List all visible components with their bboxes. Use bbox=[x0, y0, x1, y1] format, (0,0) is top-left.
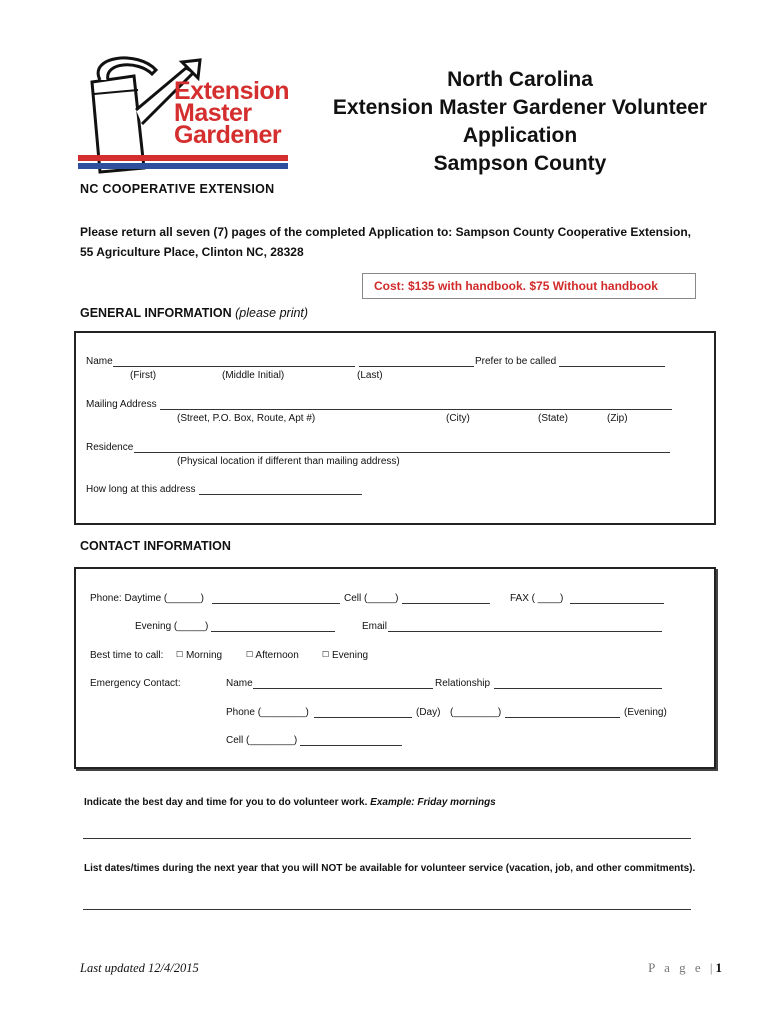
street-caption: (Street, P.O. Box, Route, Apt #) bbox=[177, 413, 316, 424]
page-number-value: 1 bbox=[715, 960, 722, 975]
page-number bbox=[648, 960, 722, 976]
morning-option[interactable] bbox=[176, 650, 222, 661]
relationship-label: Relationship bbox=[435, 678, 491, 689]
intro-line-2: 55 Agriculture Place, Clinton NC, 28328 bbox=[80, 245, 304, 259]
intro-line-1: Please return all seven (7) pages of the completed Application to: Sampson County Cooperative Extension, bbox=[80, 225, 692, 239]
title-line-4: Sampson County bbox=[433, 152, 607, 175]
how-long-line[interactable] bbox=[199, 494, 362, 495]
best-day-example: Example: Friday mornings bbox=[370, 797, 496, 808]
residence-label: Residence bbox=[86, 442, 134, 453]
ec-cell-line[interactable] bbox=[300, 745, 402, 746]
best-day-answer-line[interactable] bbox=[83, 838, 691, 839]
checkbox-icon[interactable]: ☐ bbox=[246, 650, 254, 659]
first-middle-name-line[interactable] bbox=[113, 366, 355, 367]
best-day-prompt-text: Indicate the best day and time for you to do volunteer work. bbox=[84, 797, 368, 808]
phone-daytime-label: Phone: Daytime (______) bbox=[90, 593, 204, 604]
ec-cell-label: Cell (________) bbox=[226, 735, 298, 746]
page-separator: | bbox=[709, 960, 716, 975]
logo-line-2: Master bbox=[174, 99, 252, 127]
cell-line[interactable] bbox=[402, 603, 490, 604]
best-day-prompt bbox=[84, 797, 496, 808]
zip-caption: (Zip) bbox=[607, 413, 628, 424]
general-information-box bbox=[74, 331, 716, 525]
evening-option-label: Evening bbox=[331, 650, 369, 661]
emergency-contact-label: Emergency Contact: bbox=[90, 678, 181, 689]
afternoon-option[interactable] bbox=[246, 650, 299, 661]
logo-footer-text: NC COOPERATIVE EXTENSION bbox=[80, 182, 275, 196]
mailing-address-line[interactable] bbox=[160, 409, 672, 410]
unavailable-answer-line[interactable] bbox=[83, 909, 691, 910]
last-updated: Last updated 12/4/2015 bbox=[80, 961, 199, 975]
evening-option[interactable] bbox=[322, 650, 368, 661]
ec-evening-phone-line[interactable] bbox=[505, 717, 620, 718]
title-line-3: Application bbox=[462, 124, 578, 147]
fax-line[interactable] bbox=[570, 603, 664, 604]
evening-phone-line[interactable] bbox=[211, 631, 335, 632]
ec-name-label: Name bbox=[226, 678, 253, 689]
logo-line-1: Extension bbox=[174, 77, 289, 105]
prefer-label: Prefer to be called bbox=[475, 356, 557, 367]
first-caption: (First) bbox=[130, 370, 157, 381]
day-caption: (Day) bbox=[416, 707, 441, 718]
how-long-label: How long at this address bbox=[86, 484, 196, 495]
contact-information-heading: CONTACT INFORMATION bbox=[80, 539, 231, 553]
extension-master-gardener-logo bbox=[78, 50, 290, 198]
page-title bbox=[300, 66, 740, 178]
email-label: Email bbox=[362, 621, 388, 632]
cell-label: Cell (_____) bbox=[344, 593, 399, 604]
name-label: Name bbox=[86, 356, 113, 367]
state-caption: (State) bbox=[538, 413, 569, 424]
ec-day-phone-line[interactable] bbox=[314, 717, 412, 718]
general-heading-text: GENERAL INFORMATION bbox=[80, 306, 232, 320]
phone-daytime-line[interactable] bbox=[212, 603, 340, 604]
checkbox-icon[interactable]: ☐ bbox=[322, 650, 330, 659]
fax-label: FAX ( ____) bbox=[510, 593, 564, 604]
general-heading-note: (please print) bbox=[235, 306, 309, 320]
afternoon-option-label: Afternoon bbox=[255, 650, 299, 661]
ec-phone-label: Phone (________) bbox=[226, 707, 309, 718]
relationship-line[interactable] bbox=[494, 688, 662, 689]
title-line-2: Extension Master Gardener Volunteer bbox=[332, 96, 708, 119]
unavailable-prompt: List dates/times during the next year that you will NOT be available for volunteer service (vacation, job, and other commitments). bbox=[84, 863, 696, 874]
residence-caption: (Physical location if different than mailing address) bbox=[177, 456, 400, 467]
title-line-1: North Carolina bbox=[447, 68, 593, 91]
ec-name-line[interactable] bbox=[253, 688, 433, 689]
ec-evening-area: (________) bbox=[450, 707, 502, 718]
best-time-label: Best time to call: bbox=[90, 650, 164, 661]
page-word: P a g e bbox=[648, 960, 704, 975]
cost-text: Cost: $135 with handbook. $75 Without handbook bbox=[374, 279, 658, 293]
morning-option-label: Morning bbox=[185, 650, 223, 661]
last-name-line[interactable] bbox=[359, 366, 474, 367]
evening-phone-label: Evening (_____) bbox=[135, 621, 209, 632]
last-caption: (Last) bbox=[357, 370, 383, 381]
prefer-name-line[interactable] bbox=[559, 366, 665, 367]
residence-line[interactable] bbox=[134, 452, 670, 453]
mailing-address-label: Mailing Address bbox=[86, 399, 157, 410]
return-instructions bbox=[80, 222, 720, 262]
general-information-heading bbox=[80, 306, 308, 320]
evening-caption: (Evening) bbox=[624, 707, 667, 718]
logo-line-3: Gardener bbox=[174, 121, 282, 149]
middle-caption: (Middle Initial) bbox=[222, 370, 285, 381]
checkbox-icon[interactable]: ☐ bbox=[176, 650, 184, 659]
logo-wordmark bbox=[174, 77, 289, 149]
email-line[interactable] bbox=[388, 631, 662, 632]
city-caption: (City) bbox=[446, 413, 470, 424]
